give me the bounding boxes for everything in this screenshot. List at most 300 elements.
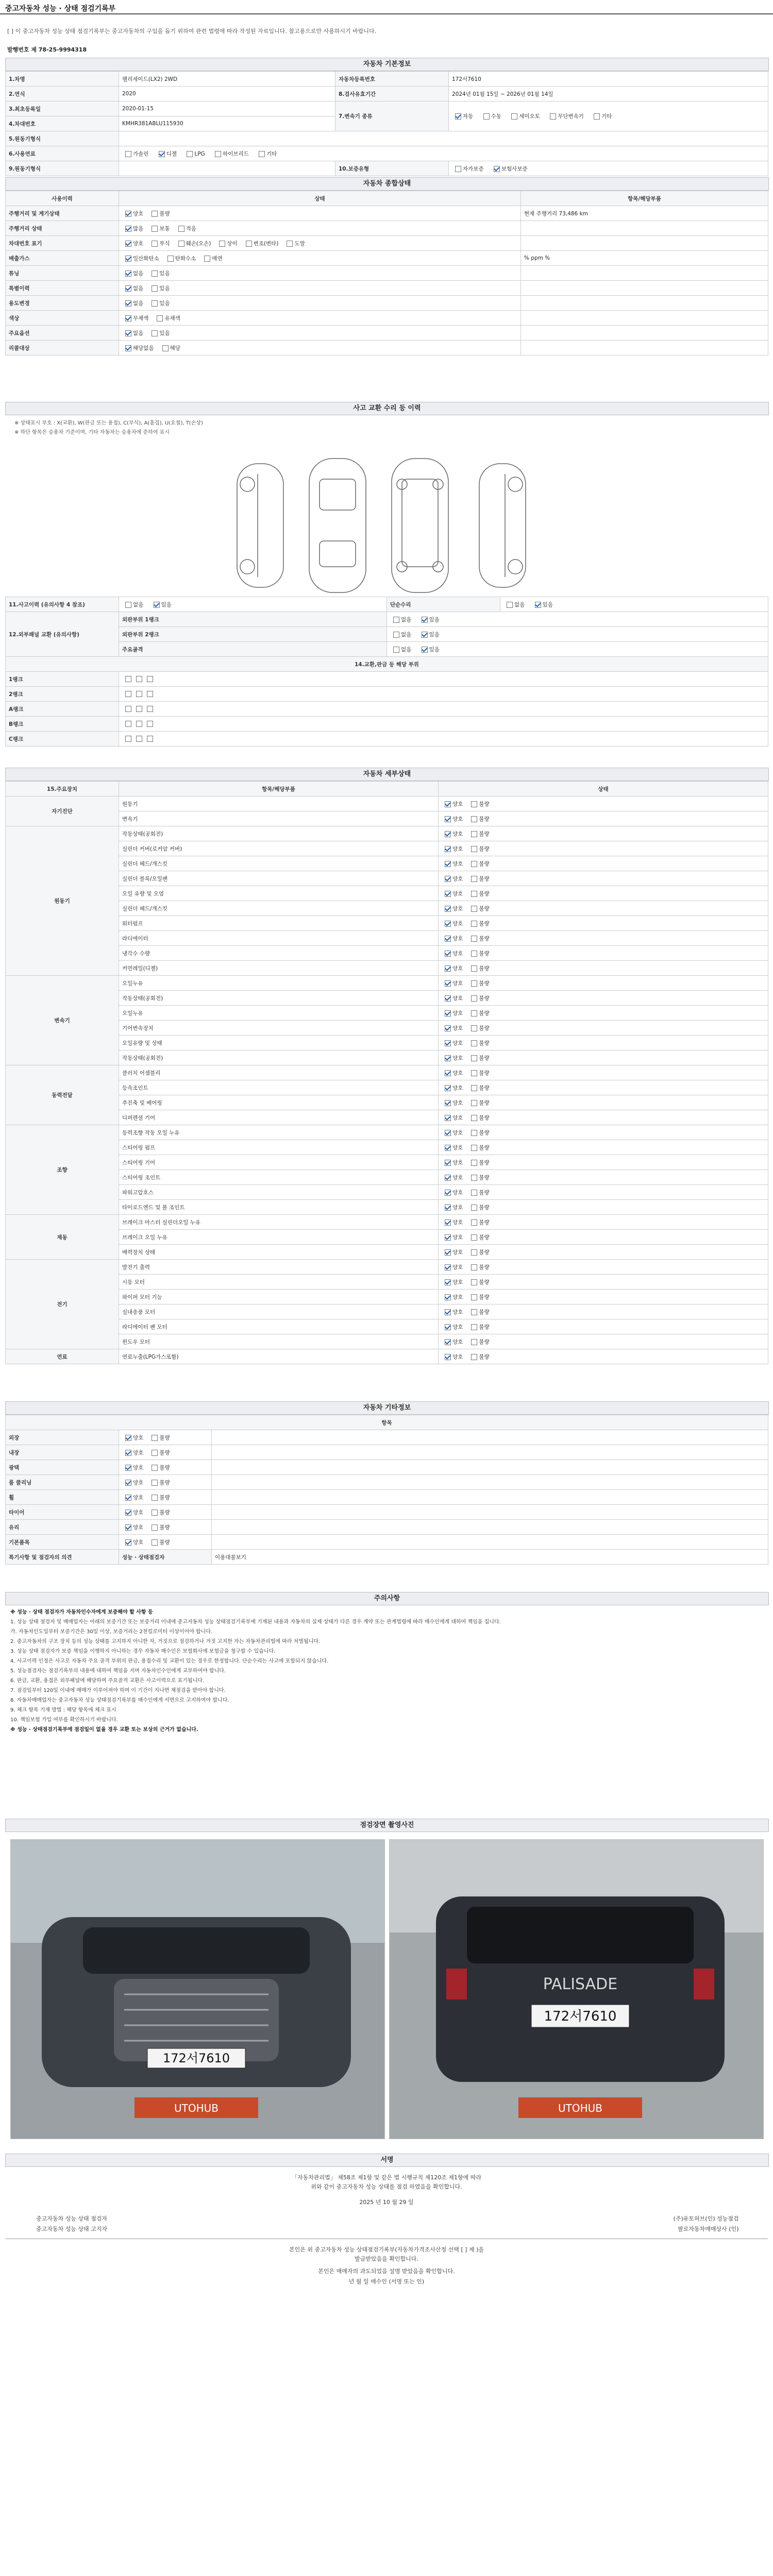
checkbox[interactable] xyxy=(445,876,451,882)
checkbox[interactable] xyxy=(471,1115,477,1121)
overall-item-note xyxy=(521,326,768,341)
details-item: 실내송풍 모터 xyxy=(119,1304,439,1319)
checkbox[interactable] xyxy=(422,632,428,638)
details-item: 워터펌프 xyxy=(119,916,439,931)
checkbox[interactable] xyxy=(445,1115,451,1121)
checkbox[interactable] xyxy=(162,345,169,351)
details-row xyxy=(6,901,768,916)
basic-value: 2020 xyxy=(119,87,335,101)
shop-sign: UTOHUB xyxy=(558,2102,602,2114)
checkbox[interactable] xyxy=(152,226,158,232)
frame-label: 주요골격 xyxy=(119,642,387,657)
checkbox[interactable] xyxy=(152,270,158,277)
checkbox[interactable] xyxy=(483,113,490,120)
details-status: 양호 불량 xyxy=(439,991,768,1006)
checkbox[interactable] xyxy=(187,151,193,157)
checkbox[interactable] xyxy=(125,315,131,321)
parts-rank: B랭크 xyxy=(6,717,119,732)
checkbox[interactable] xyxy=(393,617,399,623)
checkbox[interactable] xyxy=(445,1205,451,1211)
repair-label: 단순수리 xyxy=(387,597,500,612)
checkbox[interactable] xyxy=(125,1435,131,1441)
checkbox[interactable] xyxy=(445,951,451,957)
checkbox[interactable] xyxy=(159,151,165,157)
details-row xyxy=(6,1080,768,1095)
checkbox[interactable] xyxy=(152,285,158,292)
checkbox[interactable] xyxy=(445,936,451,942)
price-value: 이용대물보기 xyxy=(212,1550,768,1565)
checkbox[interactable] xyxy=(152,1524,158,1531)
overall-item-label: 주요옵션 xyxy=(6,326,119,341)
checkbox[interactable] xyxy=(152,1480,158,1486)
checkbox[interactable] xyxy=(471,1130,477,1136)
details-item: 라디에이터 xyxy=(119,931,439,946)
overall-row xyxy=(6,206,768,221)
checkbox[interactable] xyxy=(455,113,461,120)
caution-line: 가. 자동차인도일부터 보증기간은 30일 이상, 보증거리는 2천킬로미터 이상이어야 합니다. xyxy=(10,1629,213,1635)
checkbox[interactable] xyxy=(494,166,500,172)
details-status: 양호 불량 xyxy=(439,1140,768,1155)
details-status: 양호 불량 xyxy=(439,1200,768,1215)
details-row xyxy=(6,1155,768,1170)
others-row xyxy=(6,1520,768,1535)
details-item: 실린더 블록/오일팬 xyxy=(119,871,439,886)
details-group: 조향 xyxy=(6,1125,119,1215)
checkbox[interactable] xyxy=(178,226,184,232)
rank1-options: 없음 있음 xyxy=(387,612,768,627)
inspector-label: 중고자동차 성능 상태 점검자 xyxy=(36,2215,108,2222)
checkbox[interactable] xyxy=(125,1480,131,1486)
details-item: 추진축 및 베어링 xyxy=(119,1095,439,1110)
checkbox[interactable] xyxy=(154,602,160,608)
details-item: 스티어링 조인트 xyxy=(119,1170,439,1185)
overall-row xyxy=(6,296,768,311)
car-outline-diagram xyxy=(227,443,546,608)
checkbox[interactable] xyxy=(471,801,477,807)
details-head: 상태 xyxy=(439,782,768,796)
checkbox[interactable] xyxy=(445,846,451,852)
checkbox[interactable] xyxy=(471,816,477,822)
checkbox[interactable] xyxy=(152,1495,158,1501)
checkbox[interactable] xyxy=(471,846,477,852)
details-item: 실린더 헤드/개스킷 xyxy=(119,901,439,916)
details-status: 양호 불량 xyxy=(439,826,768,841)
basic-value: 팰리세이드(LX2) 2WD xyxy=(119,72,335,87)
details-status: 양호 불량 xyxy=(439,1304,768,1319)
details-row xyxy=(6,886,768,901)
checkbox[interactable] xyxy=(445,1025,451,1031)
checkbox[interactable] xyxy=(445,1160,451,1166)
checkbox[interactable] xyxy=(471,1025,477,1031)
details-status: 양호 불량 xyxy=(439,1349,768,1364)
checkbox[interactable] xyxy=(125,270,131,277)
section-overall-status: 자동차 종합상태 xyxy=(5,177,769,191)
inspector-row xyxy=(5,2214,768,2223)
checkbox[interactable] xyxy=(445,1145,451,1151)
others-row xyxy=(6,1430,768,1445)
details-status: 양호 불량 xyxy=(439,1095,768,1110)
others-options: 양호 불량 xyxy=(119,1445,212,1460)
checkbox[interactable] xyxy=(471,980,477,987)
checkbox[interactable] xyxy=(215,151,221,157)
checkbox[interactable] xyxy=(471,921,477,927)
checkbox[interactable] xyxy=(422,617,428,623)
parts-rank: 2랭크 xyxy=(6,687,119,702)
overall-item-note xyxy=(521,341,768,355)
overall-row xyxy=(6,281,768,296)
checkbox[interactable] xyxy=(471,1175,477,1181)
signature-statement-1: 「자동차관리법」 제58조 제1항 및 같은 법 시행규칙 제120조 제1항에 따라 xyxy=(291,2174,482,2181)
checkbox[interactable] xyxy=(445,1175,451,1181)
checkbox[interactable] xyxy=(152,241,158,247)
checkbox[interactable] xyxy=(445,1339,451,1345)
details-group: 제동 xyxy=(6,1215,119,1260)
checkbox[interactable] xyxy=(445,1190,451,1196)
checkbox[interactable] xyxy=(471,1070,477,1076)
checkbox[interactable] xyxy=(550,113,556,120)
overall-row xyxy=(6,251,768,266)
details-status: 양호 불량 xyxy=(439,1006,768,1021)
checkbox[interactable] xyxy=(167,256,174,262)
section-basic-info: 자동차 기본정보 xyxy=(5,58,769,71)
checkbox[interactable] xyxy=(471,1100,477,1106)
checkbox[interactable] xyxy=(471,1055,477,1061)
checkbox[interactable] xyxy=(125,330,131,336)
checkbox[interactable] xyxy=(594,113,600,120)
checkbox[interactable] xyxy=(125,1524,131,1531)
basic-label: 3.최초등록일 xyxy=(6,101,119,116)
details-status: 양호 불량 xyxy=(439,1215,768,1230)
details-item: 작동상태(공회전) xyxy=(119,826,439,841)
checkbox[interactable] xyxy=(152,300,158,307)
checkbox[interactable] xyxy=(445,1279,451,1285)
checkbox[interactable] xyxy=(445,1040,451,1046)
checkbox[interactable] xyxy=(125,241,131,247)
basic-label: 5.원동기형식 xyxy=(6,131,119,146)
damage-legend-note: ※ 하단 항목은 승용차 기준이며, 기타 자동차는 승용차에 준하여 표시 xyxy=(14,430,170,435)
others-extra xyxy=(212,1430,768,1445)
details-item: 클러치 어셈블리 xyxy=(119,1065,439,1080)
checkbox[interactable] xyxy=(445,861,451,867)
checkbox[interactable] xyxy=(471,891,477,897)
checkbox[interactable] xyxy=(125,602,131,608)
caution-line: 7. 점검일부터 120일 이내에 매매가 이루어져야 하며 이 기간이 지나면 재점검을 받아야 합니다. xyxy=(10,1688,226,1693)
checkbox[interactable] xyxy=(471,1264,477,1270)
section-detailed-status: 자동차 세부상태 xyxy=(5,768,769,781)
accident-label: 11.사고이력 (유의사항 4 참조) xyxy=(6,597,119,612)
others-row xyxy=(6,1505,768,1520)
receipt-line-1: 본인은 위 중고자동차 성능 상태점검기록부(자동차가격조사산정 선택 [ ] 제 )을 xyxy=(289,2246,484,2253)
checkbox[interactable] xyxy=(152,1435,158,1441)
checkbox[interactable] xyxy=(445,801,451,807)
checkbox[interactable] xyxy=(471,1190,477,1196)
special-label: 특기사항 및 점검자의 의견 xyxy=(6,1550,119,1565)
overall-item-label: 용도변경 xyxy=(6,296,119,311)
overall-item-note xyxy=(521,311,768,326)
checkbox[interactable] xyxy=(125,1510,131,1516)
checkbox[interactable] xyxy=(471,1010,477,1016)
checkbox[interactable] xyxy=(471,876,477,882)
details-group: 변속기 xyxy=(6,976,119,1065)
section-other-info: 자동차 기타정보 xyxy=(5,1401,769,1415)
checkbox[interactable] xyxy=(445,1324,451,1330)
checkbox[interactable] xyxy=(535,602,541,608)
overall-item-label: 리콜대상 xyxy=(6,341,119,355)
checkbox[interactable] xyxy=(471,1234,477,1241)
checkbox[interactable] xyxy=(471,906,477,912)
parts-row xyxy=(119,732,768,747)
checkbox[interactable] xyxy=(445,995,451,1002)
details-row xyxy=(6,1170,768,1185)
checkbox[interactable] xyxy=(511,113,517,120)
checkbox[interactable] xyxy=(471,1339,477,1345)
others-extra xyxy=(212,1535,768,1550)
details-item: 라디에이터 팬 모터 xyxy=(119,1319,439,1334)
details-row xyxy=(6,1095,768,1110)
checkbox[interactable] xyxy=(445,1055,451,1061)
details-item: 작동상태(공회전) xyxy=(119,991,439,1006)
basic-label: 1.차명 xyxy=(6,72,119,87)
details-item: 시동 모터 xyxy=(119,1275,439,1290)
others-options: 양호 불량 xyxy=(119,1520,212,1535)
checkbox[interactable] xyxy=(471,1219,477,1226)
checkbox[interactable] xyxy=(125,1465,131,1471)
details-status: 양호 불량 xyxy=(439,871,768,886)
checkbox[interactable] xyxy=(422,647,428,653)
signature-statement-2: 위와 같이 중고자동차 성능 상태를 점검 하였음을 확인합니다. xyxy=(311,2183,462,2190)
checkbox[interactable] xyxy=(445,1070,451,1076)
details-status: 양호 불량 xyxy=(439,811,768,826)
shop-sign: UTOHUB xyxy=(174,2102,219,2114)
checkbox[interactable] xyxy=(471,1249,477,1256)
checkbox[interactable] xyxy=(178,241,184,247)
checkbox[interactable] xyxy=(246,241,252,247)
checkbox[interactable] xyxy=(152,211,158,217)
checkbox[interactable] xyxy=(471,1309,477,1315)
checkbox[interactable] xyxy=(152,1465,158,1471)
checkbox[interactable] xyxy=(471,861,477,867)
car-diagram xyxy=(227,443,546,608)
parts-row xyxy=(119,702,768,717)
checkbox[interactable] xyxy=(125,345,131,351)
details-item: 디퍼렌셜 기어 xyxy=(119,1110,439,1125)
rear-car-image xyxy=(390,1840,763,2139)
details-status: 양호 불량 xyxy=(439,976,768,991)
details-row xyxy=(6,841,768,856)
basic-info-table xyxy=(5,71,768,176)
checkbox[interactable] xyxy=(471,1324,477,1330)
details-row xyxy=(6,1125,768,1140)
checkbox[interactable] xyxy=(125,226,131,232)
overall-row xyxy=(6,266,768,281)
checkbox[interactable] xyxy=(393,647,399,653)
others-options: 양호 불량 xyxy=(119,1460,212,1475)
checkbox[interactable] xyxy=(445,1264,451,1270)
details-status: 양호 불량 xyxy=(439,961,768,976)
overall-item-label: 주행거리 상태 xyxy=(6,221,119,236)
details-status: 양호 불량 xyxy=(439,1170,768,1185)
others-options: 양호 불량 xyxy=(119,1475,212,1490)
details-row xyxy=(6,991,768,1006)
details-status: 양호 불량 xyxy=(439,1230,768,1245)
checkbox[interactable] xyxy=(287,241,293,247)
others-extra xyxy=(212,1460,768,1475)
details-status: 양호 불량 xyxy=(439,886,768,901)
details-status: 양호 불량 xyxy=(439,901,768,916)
overall-item-options: 일산화탄소 탄화수소 매연 xyxy=(119,251,521,266)
overall-item-options: 많음 보통 적음 xyxy=(119,221,521,236)
checkbox[interactable] xyxy=(157,315,163,321)
details-group: 원동기 xyxy=(6,826,119,976)
checkbox[interactable] xyxy=(125,300,131,307)
overall-item-options: 양호 불량 xyxy=(119,206,521,221)
others-extra xyxy=(212,1520,768,1535)
checkbox[interactable] xyxy=(125,1539,131,1546)
overall-item-label: 배출가스 xyxy=(6,251,119,266)
checkbox[interactable] xyxy=(471,1294,477,1300)
accident-options: 없음 있음 xyxy=(119,597,387,612)
details-group: 전기 xyxy=(6,1260,119,1349)
details-status: 양호 불량 xyxy=(439,1260,768,1275)
checkbox[interactable] xyxy=(445,816,451,822)
checkbox[interactable] xyxy=(125,1495,131,1501)
others-row xyxy=(6,1475,768,1490)
others-extra xyxy=(212,1505,768,1520)
checkbox[interactable] xyxy=(471,995,477,1002)
checkbox[interactable] xyxy=(125,1450,131,1456)
basic-label: 2.연식 xyxy=(6,87,119,101)
checkbox[interactable] xyxy=(471,965,477,972)
checkbox[interactable] xyxy=(445,906,451,912)
details-status: 양호 불량 xyxy=(439,1125,768,1140)
checkbox[interactable] xyxy=(445,1130,451,1136)
details-item: 오일 유량 및 오염 xyxy=(119,886,439,901)
details-item: 기어변속장치 xyxy=(119,1021,439,1036)
checkbox[interactable] xyxy=(445,980,451,987)
details-row xyxy=(6,961,768,976)
checkbox[interactable] xyxy=(393,632,399,638)
title-divider xyxy=(0,13,773,14)
others-extra xyxy=(212,1445,768,1460)
checkbox[interactable] xyxy=(445,1294,451,1300)
dealer-label: 중고자동차 성능 상태 고지자 xyxy=(36,2226,108,2232)
checkbox[interactable] xyxy=(219,241,225,247)
details-status: 양호 불량 xyxy=(439,946,768,961)
overall-item-note xyxy=(521,221,768,236)
overall-head: 사용이력 xyxy=(6,191,119,206)
details-row xyxy=(6,1349,768,1364)
caution-bold-note: ※ 성능 · 상태점검기록부에 점검일이 없을 경우 교환 또는 보상의 근거가 없습니다. xyxy=(10,1727,198,1733)
overall-item-options: 무채색 유채색 xyxy=(119,311,521,326)
buyer-signature-line[interactable]: 년 월 일 매수인 (서명 또는 인) xyxy=(348,2278,425,2285)
checkbox[interactable] xyxy=(125,151,131,157)
overall-item-options: 없음 있음 xyxy=(119,326,521,341)
checkbox[interactable] xyxy=(125,256,131,262)
checkbox[interactable] xyxy=(445,1309,451,1315)
others-options: 양호 불량 xyxy=(119,1430,212,1445)
checkbox[interactable] xyxy=(471,1145,477,1151)
checkbox[interactable] xyxy=(445,965,451,972)
details-status: 양호 불량 xyxy=(439,1021,768,1036)
others-label: 내장 xyxy=(6,1445,119,1460)
checkbox[interactable] xyxy=(152,330,158,336)
checkbox[interactable] xyxy=(152,1539,158,1546)
details-item: 타이로드엔드 및 볼 조인트 xyxy=(119,1200,439,1215)
details-row xyxy=(6,811,768,826)
checkbox[interactable] xyxy=(204,256,210,262)
checkbox[interactable] xyxy=(471,1279,477,1285)
caution-line: 1. 성능 상태 점검자 및 매매업자는 아래의 보증기간 또는 보증거리 이내에 중고자동차 성능 상태점검기록부에 기재된 내용과 자동차의 실제 상태가 다른 경우 계약 또는 관계법령에 따라 매수인에게 대하여 책임을 집니다. xyxy=(10,1619,501,1625)
others-row xyxy=(6,1460,768,1475)
receipt-line-2: 발급받았음을 확인합니다. xyxy=(355,2256,418,2262)
checkbox[interactable] xyxy=(445,1249,451,1256)
checkbox[interactable] xyxy=(445,921,451,927)
details-row xyxy=(6,796,768,811)
checkbox[interactable] xyxy=(152,1510,158,1516)
accident-table xyxy=(5,597,768,747)
details-item: 파워고압호스 xyxy=(119,1185,439,1200)
overall-item-options: 양호 부식 훼손(오손) 상이 변조(변타) 도말 xyxy=(119,236,521,251)
checkbox[interactable] xyxy=(471,1160,477,1166)
checkbox[interactable] xyxy=(507,602,513,608)
checkbox[interactable] xyxy=(445,831,451,837)
checkbox[interactable] xyxy=(471,1205,477,1211)
inspector-value: (주)유토허브(인) 성능점검 xyxy=(673,2215,739,2222)
basic-value: 2020-01-15 xyxy=(119,101,335,116)
cautions-head: ※ 성능 · 상태 점검자가 자동차인수자에게 보증해야 할 사항 등 xyxy=(10,1609,153,1615)
overall-item-options: 해당없음 해당 xyxy=(119,341,521,355)
details-row xyxy=(6,1319,768,1334)
checkbox[interactable] xyxy=(455,166,461,172)
section-signature: 서명 xyxy=(5,2154,769,2167)
checkbox[interactable] xyxy=(471,1040,477,1046)
checkbox[interactable] xyxy=(471,951,477,957)
details-item: 실린더 헤드/개스킷 xyxy=(119,856,439,871)
details-item: 연료누출(LPG가스포함) xyxy=(119,1349,439,1364)
overall-status-table xyxy=(5,191,768,355)
checkbox[interactable] xyxy=(152,1450,158,1456)
checkbox[interactable] xyxy=(445,1100,451,1106)
checkbox[interactable] xyxy=(125,211,131,217)
checkbox[interactable] xyxy=(445,1085,451,1091)
others-row xyxy=(6,1490,768,1505)
checkbox[interactable] xyxy=(471,1085,477,1091)
others-label: 유리 xyxy=(6,1520,119,1535)
basic-value xyxy=(119,131,768,146)
details-status: 양호 불량 xyxy=(439,1275,768,1290)
details-row xyxy=(6,1140,768,1155)
checkbox[interactable] xyxy=(445,1234,451,1241)
checkbox[interactable] xyxy=(445,1219,451,1226)
checkbox[interactable] xyxy=(471,831,477,837)
checkbox[interactable] xyxy=(445,1010,451,1016)
parts-rank: C랭크 xyxy=(6,732,119,747)
overall-item-options: 없음 있음 xyxy=(119,266,521,281)
checkbox[interactable] xyxy=(259,151,265,157)
parts-rank: 1랭크 xyxy=(6,672,119,687)
checkbox[interactable] xyxy=(445,891,451,897)
overall-item-label: 튜닝 xyxy=(6,266,119,281)
details-item: 원동기 xyxy=(119,796,439,811)
details-row xyxy=(6,1050,768,1065)
checkbox[interactable] xyxy=(445,1354,451,1360)
basic-value xyxy=(119,161,335,176)
details-group: 연료 xyxy=(6,1349,119,1364)
checkbox[interactable] xyxy=(471,936,477,942)
overall-row xyxy=(6,221,768,236)
checkbox[interactable] xyxy=(125,285,131,292)
checkbox[interactable] xyxy=(471,1354,477,1360)
